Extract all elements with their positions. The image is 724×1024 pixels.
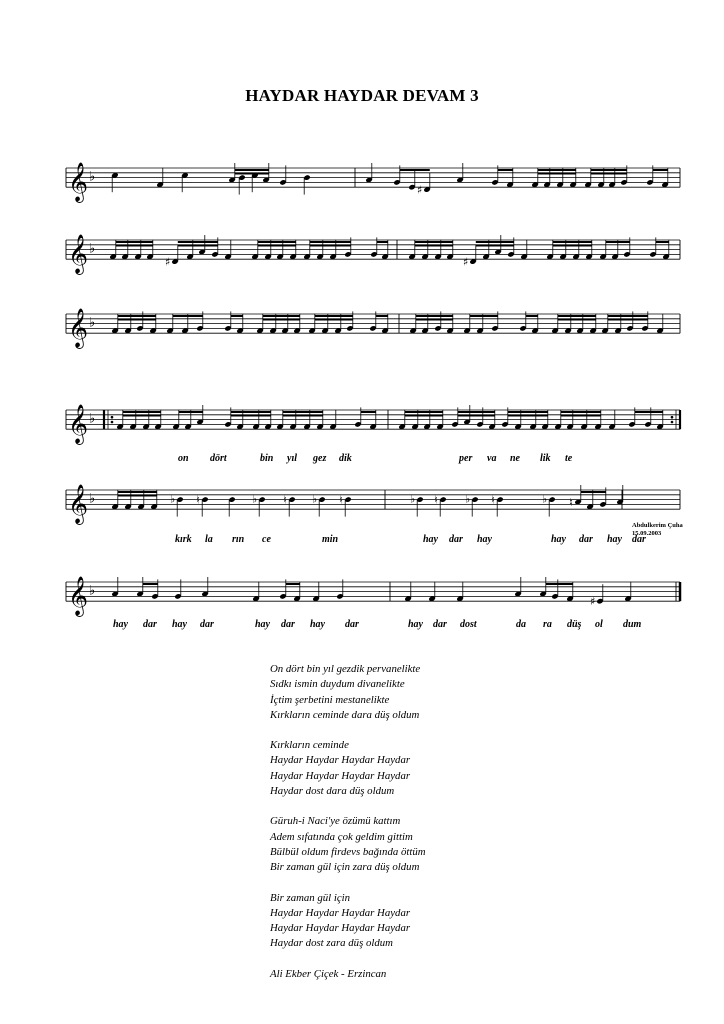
page-title: HAYDAR HAYDAR DEVAM 3: [245, 86, 479, 105]
poem-line: On dört bin yıl gezdik pervanelikte: [270, 663, 421, 675]
lyric-syllable: min: [322, 534, 339, 545]
lyric-syllable: te: [565, 453, 573, 464]
lyric-syllable: hay: [477, 534, 492, 545]
poem-line: Sıdkı ismin duydum divanelikte: [270, 678, 405, 691]
lyric-syllable: dar: [433, 619, 447, 630]
lyric-syllable: hay: [310, 619, 325, 630]
lyric-syllable: ne: [510, 453, 520, 464]
poem-line: İçtim şerbetini mestanelikte: [270, 693, 390, 706]
treble-clef-icon: 𝄞: [68, 576, 89, 617]
natural-icon: ♮: [196, 493, 200, 507]
lyric-syllable: la: [205, 534, 213, 545]
lyric-syllable: hay: [551, 534, 566, 545]
key-signature-flat-icon: ♭: [89, 583, 96, 599]
key-signature-flat-icon: ♭: [89, 241, 96, 257]
poem-line: Haydar dost zara düş oldum: [270, 937, 393, 950]
lyric-syllable: lik: [540, 453, 551, 464]
poem-stanza: [270, 662, 630, 723]
lyric-syllable: dört: [210, 453, 227, 464]
lyric-syllable: ce: [262, 534, 271, 545]
lyric-syllable: dost: [460, 619, 477, 630]
lyric-syllable: kırk: [175, 534, 192, 545]
lyric-syllable: ra: [543, 619, 552, 630]
natural-icon: ♮: [569, 496, 573, 509]
lyric-syllable: da: [516, 619, 526, 630]
treble-clef-icon: 𝄞: [68, 308, 89, 349]
flat-icon: ♭: [170, 492, 176, 506]
lyric-syllable: hay: [423, 534, 438, 545]
natural-icon: ♮: [491, 493, 495, 507]
poem-line: Güruh-i Naci'ye özümü kattım: [270, 815, 401, 828]
composer-credit: [632, 522, 683, 538]
lyric-syllable: dar: [579, 534, 593, 545]
repeat-dot: [111, 421, 114, 424]
lyric-syllable: dar: [281, 619, 295, 630]
lyric-syllable: ol: [595, 619, 603, 630]
poem-line: Haydar Haydar Haydar Haydar: [270, 769, 411, 782]
key-signature-flat-icon: ♭: [89, 411, 96, 427]
key-signature-flat-icon: ♭: [89, 491, 96, 507]
lyric-syllable: hay: [172, 619, 187, 630]
poem-line: Haydar Haydar Haydar Haydar: [270, 906, 411, 919]
lyric-syllable: düş: [567, 619, 582, 630]
lyric-syllable: hay: [113, 619, 128, 630]
sharp-icon: ♯: [463, 255, 469, 269]
sharp-icon: ♯: [590, 595, 596, 609]
natural-icon: ♮: [339, 493, 343, 507]
lyric-syllable: dik: [339, 453, 352, 464]
poem-line: Bülbül oldum firdevs bağında öttüm: [270, 845, 426, 858]
poem-line: Kırkların ceminde: [270, 739, 349, 752]
sharp-icon: ♯: [417, 183, 423, 197]
poem-stanza: [270, 814, 630, 875]
repeat-dot: [671, 421, 674, 424]
treble-clef-icon: 𝄞: [68, 484, 89, 525]
key-signature-flat-icon: ♭: [89, 315, 96, 331]
poem-stanza: [270, 738, 630, 799]
natural-icon: ♮: [434, 493, 438, 507]
natural-icon: ♮: [283, 493, 287, 507]
poem-credit: Ali Ekber Çiçek - Erzincan: [270, 967, 387, 980]
lyric-syllable: bin: [260, 453, 274, 464]
poem-line: Kırkların ceminde dara düş oldum: [270, 708, 420, 721]
flat-icon: ♭: [312, 492, 318, 506]
poem-stanza: [270, 891, 630, 952]
poem-line: Adem sıfatında çok geldim gittim: [270, 830, 413, 843]
lyric-syllable: va: [487, 453, 497, 464]
sharp-icon: ♯: [165, 255, 171, 269]
lyric-syllable: dar: [143, 619, 157, 630]
repeat-dot: [671, 416, 674, 419]
treble-clef-icon: 𝄞: [68, 404, 89, 445]
lyric-syllable: on: [178, 453, 189, 464]
lyric-syllable: yıl: [287, 453, 297, 464]
lyric-syllable: dum: [623, 619, 642, 630]
treble-clef-icon: 𝄞: [68, 234, 89, 275]
treble-clef-icon: 𝄞: [68, 162, 89, 203]
lyric-syllable: dar: [449, 534, 463, 545]
lyric-syllable: dar: [632, 534, 646, 545]
poem-line: Bir zaman gül için: [270, 891, 351, 904]
poem-line: Bir zaman gül için zara düş oldum: [270, 861, 420, 874]
lyric-syllable: hay: [255, 619, 270, 630]
lyric-syllable: dar: [345, 619, 359, 630]
lyric-syllable: per: [459, 453, 473, 464]
flat-icon: ♭: [410, 492, 416, 506]
poem-line: Haydar dost dara düş oldum: [270, 785, 395, 798]
poem-line: Haydar Haydar Haydar Haydar: [270, 922, 411, 935]
flat-icon: ♭: [542, 492, 548, 506]
poem: [270, 662, 630, 982]
lyric-syllable: gez: [313, 453, 327, 464]
flat-icon: ♭: [465, 492, 471, 506]
flat-icon: ♭: [252, 492, 258, 506]
repeat-dot: [111, 416, 114, 419]
lyric-syllable: dar: [200, 619, 214, 630]
lyric-syllable: hay: [408, 619, 423, 630]
key-signature-flat-icon: ♭: [89, 169, 96, 185]
composer-name: Abdulkerim Çuha: [632, 522, 683, 529]
poem-line: Haydar Haydar Haydar Haydar: [270, 754, 411, 767]
composer-date: 15.09.2003: [632, 530, 662, 537]
lyric-syllable: hay: [607, 534, 622, 545]
lyric-syllable: rın: [232, 534, 245, 545]
